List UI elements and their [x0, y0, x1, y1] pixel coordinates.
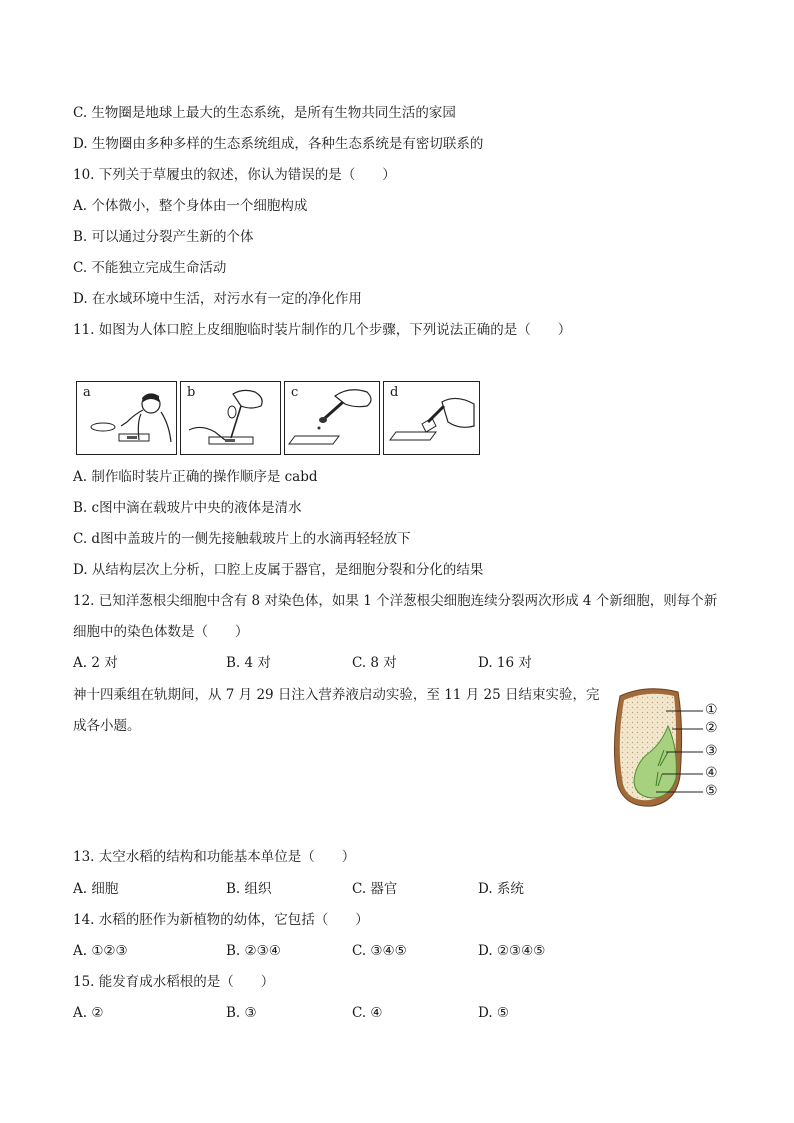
step-label-b: b [187, 385, 196, 400]
rice-seed-figure [606, 686, 746, 810]
q9-option-c: C. 生物圈是地球上最大的生态系统，是所有生物共同生活的家园 [73, 105, 456, 121]
q9-option-d: D. 生物圈由多种多样的生态系统组成，各种生态系统是有密切联系的 [73, 136, 484, 152]
q11-option-b: B. c图中滴在载玻片中央的液体是清水 [73, 500, 302, 516]
q15-option-a: A. ② [73, 1005, 104, 1021]
q14-stem: 14. 水稻的胚作为新植物的幼体，它包括（ ） [73, 912, 369, 928]
context-intro-line1: 神十四乘组在轨期间，从 7 月 29 日注入营养液启动实验，至 11 月 25 日结束实验，完 [73, 687, 600, 703]
seed-label-3: ③ [705, 743, 718, 759]
q12-option-d: D. 16 对 [478, 655, 532, 671]
q13-option-d: D. 系统 [478, 881, 524, 897]
q12-option-c: C. 8 对 [352, 655, 397, 671]
q14-option-c: C. ③④⑤ [352, 943, 407, 959]
seed-label-2: ② [705, 720, 718, 736]
q12-stem-line2: 细胞中的染色体数是（ ） [73, 624, 249, 640]
q11-option-a: A. 制作临时装片正确的操作顺序是 cabd [73, 469, 318, 485]
step-label-d: d [390, 385, 399, 400]
step-panel-c [284, 381, 380, 455]
q15-stem: 15. 能发育成水稻根的是（ ） [73, 974, 275, 990]
coverslip-illustration [384, 382, 481, 456]
step-panel-a [76, 381, 177, 455]
person-dropping-illustration [77, 382, 178, 456]
q13-option-b: B. 组织 [226, 881, 272, 897]
q10-stem: 10. 下列关于草履虫的叙述，你认为错误的是（ ） [73, 167, 396, 183]
step-label-c: c [291, 385, 299, 400]
q13-option-a: A. 细胞 [73, 881, 119, 897]
q11-option-c: C. d图中盖玻片的一侧先接触载玻片上的水滴再轻轻放下 [73, 531, 411, 547]
q10-option-c: C. 不能独立完成生命活动 [73, 260, 227, 276]
q11-option-d: D. 从结构层次上分析，口腔上皮属于器官，是细胞分裂和分化的结果 [73, 562, 484, 578]
q15-option-b: B. ③ [226, 1005, 257, 1021]
dropper-illustration [285, 382, 381, 456]
q14-option-a: A. ①②③ [73, 943, 128, 959]
context-intro-line2: 成各小题。 [73, 718, 141, 734]
step-panel-b [180, 381, 281, 455]
q14-option-d: D. ②③④⑤ [478, 943, 546, 959]
scraping-illustration [181, 382, 282, 456]
q10-option-d: D. 在水域环境中生活，对污水有一定的净化作用 [73, 291, 362, 307]
seed-label-4: ④ [705, 765, 718, 781]
q11-stem: 11. 如图为人体口腔上皮细胞临时装片制作的几个步骤，下列说法正确的是（ ） [73, 322, 572, 338]
step-panel-d [383, 381, 480, 455]
q10-option-a: A. 个体微小，整个身体由一个细胞构成 [73, 198, 308, 214]
q13-option-c: C. 器官 [352, 881, 398, 897]
step-label-a: a [83, 385, 91, 400]
q14-option-b: B. ②③④ [226, 943, 281, 959]
seed-label-1: ① [705, 702, 718, 718]
q12-option-b: B. 4 对 [226, 655, 271, 671]
q12-stem-line1: 12. 已知洋葱根尖细胞中含有 8 对染色体，如果 1 个洋葱根尖细胞连续分裂两次形成 4 个新细胞，则每个新 [73, 593, 718, 609]
q12-option-a: A. 2 对 [73, 655, 118, 671]
q15-option-c: C. ④ [352, 1005, 383, 1021]
q10-option-b: B. 可以通过分裂产生新的个体 [73, 229, 254, 245]
q15-option-d: D. ⑤ [478, 1005, 510, 1021]
seed-label-5: ⑤ [705, 783, 718, 799]
q13-stem: 13. 太空水稻的结构和功能基本单位是（ ） [73, 849, 356, 865]
